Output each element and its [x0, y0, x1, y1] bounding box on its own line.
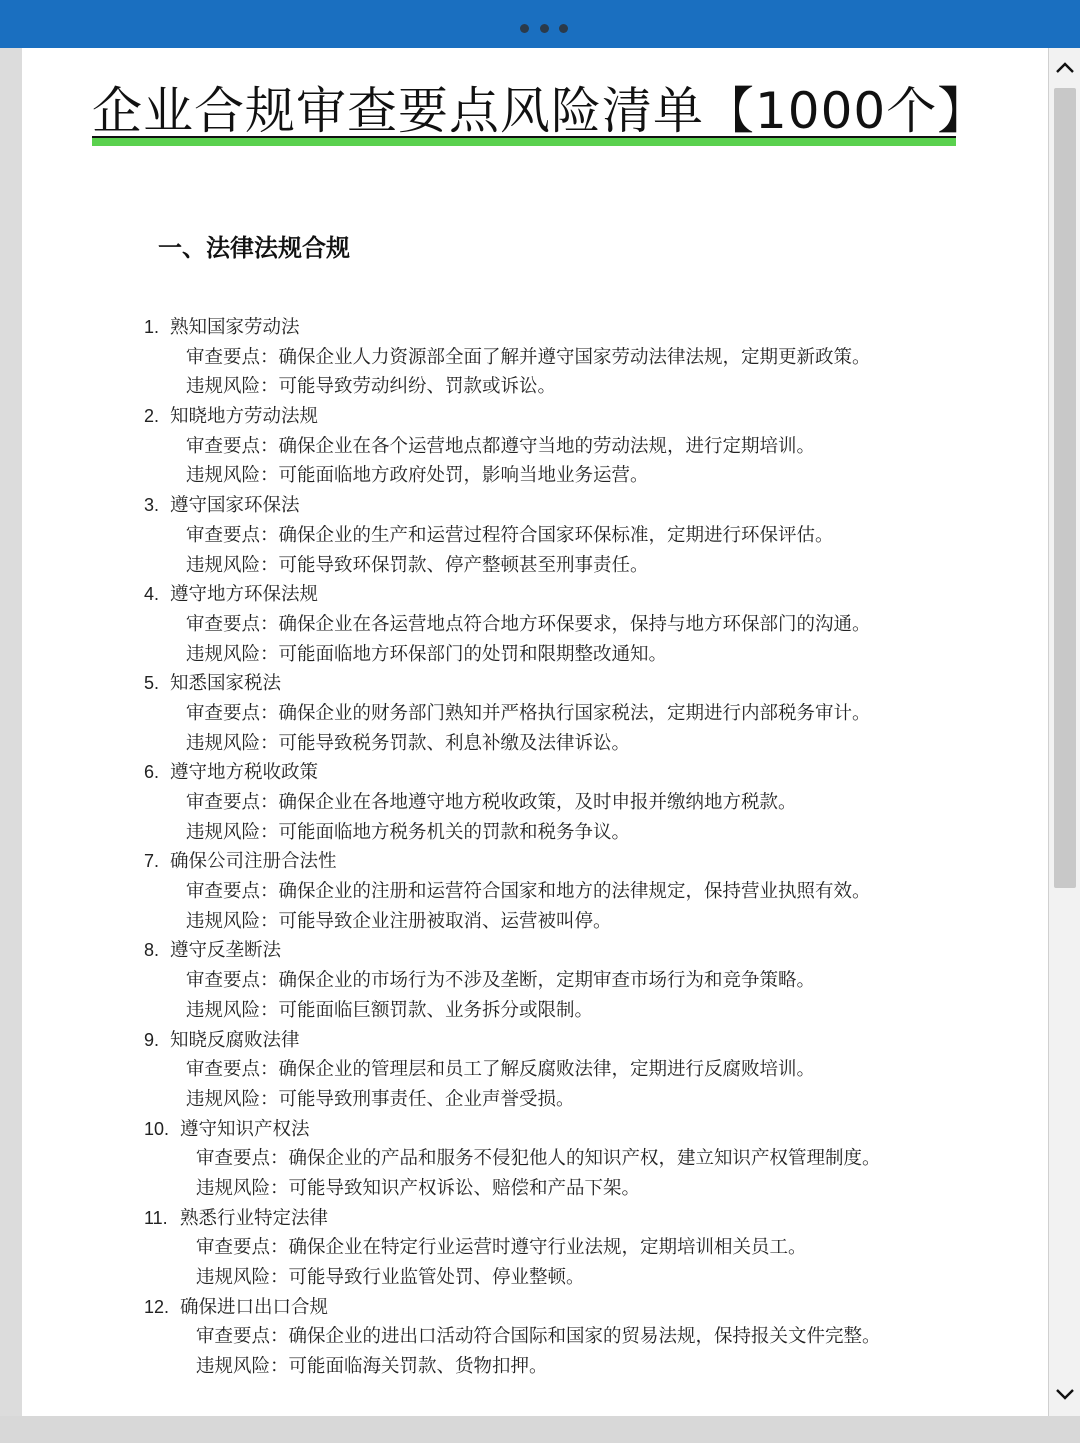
review-point: 审查要点：确保企业在各地遵守地方税收政策，及时申报并缴纳地方税款。: [186, 792, 797, 813]
review-point: 审查要点：确保企业在各运营地点符合地方环保要求，保持与地方环保部门的沟通。: [186, 613, 871, 635]
item-number: 9.: [144, 1029, 160, 1050]
item-title-text: 熟知国家劳动法: [170, 317, 300, 338]
review-point: 审查要点：确保企业的进出口活动符合国际和国家的贸易法规，保持报关文件完整。: [196, 1326, 881, 1348]
scroll-thumb[interactable]: [1054, 88, 1076, 888]
list-item: [144, 1026, 1024, 1115]
item-title-text: 确保进口出口合规: [180, 1296, 329, 1318]
list-item: [144, 669, 1024, 758]
item-title: [144, 1293, 1024, 1323]
item-number: 7.: [144, 851, 160, 872]
document-page: [22, 48, 1048, 1416]
review-point: 审查要点：确保企业的产品和服务不侵犯他人的知识产权，建立知识产权管理制度。: [196, 1148, 881, 1170]
item-number: 12.: [144, 1296, 170, 1317]
review-point: 审查要点：确保企业的注册和运营符合国家和地方的法律规定，保持营业执照有效。: [186, 881, 871, 903]
violation-risk: 违规风险：可能面临地方税务机关的罚款和税务争议。: [186, 821, 631, 843]
item-title-text: 确保公司注册合法性: [170, 851, 337, 873]
item-number: 10.: [144, 1118, 170, 1139]
review-point: 审查要点：确保企业的生产和运营过程符合国家环保标准，定期进行环保评估。: [186, 524, 834, 546]
item-title-text: 熟悉行业特定法律: [180, 1207, 329, 1229]
violation-risk: 违规风险：可能面临地方环保部门的处罚和限期整改通知。: [186, 643, 668, 665]
item-number: 8.: [144, 940, 160, 961]
item-title: [144, 758, 1024, 788]
item-title-text: 遵守反垄断法: [170, 940, 282, 962]
review-point: 审查要点：确保企业的财务部门熟知并严格执行国家税法，定期进行内部税务审计。: [186, 702, 871, 724]
section-heading: 一、法律法规合规: [158, 233, 350, 262]
violation-risk: 违规风险：可能导致行业监管处罚、停业整顿。: [196, 1267, 585, 1288]
item-title: [144, 580, 1024, 610]
more-options-icon[interactable]: [520, 24, 568, 34]
list-item: [144, 936, 1024, 1025]
item-number: 3.: [144, 495, 160, 516]
violation-risk: 违规风险：可能导致环保罚款、停产整顿甚至刑事责任。: [186, 554, 649, 576]
item-title-text: 遵守地方税收政策: [170, 762, 319, 784]
list-item: [144, 1115, 1024, 1204]
item-title: [144, 1115, 1024, 1145]
dot: [559, 24, 568, 33]
left-gutter: [0, 48, 22, 1443]
scroll-down-button[interactable]: [1049, 1376, 1080, 1412]
item-number: 11.: [144, 1207, 168, 1228]
list-item: [144, 847, 1024, 936]
violation-risk: 违规风险：可能面临地方政府处罚，影响当地业务运营。: [186, 465, 649, 487]
vertical-scrollbar[interactable]: [1048, 48, 1080, 1416]
item-title: [144, 1204, 1024, 1234]
violation-risk: 违规风险：可能导致刑事责任、企业声誉受损。: [186, 1088, 575, 1110]
item-title: [144, 491, 1024, 521]
item-title-text: 知晓反腐败法律: [170, 1029, 300, 1051]
item-number: 2.: [144, 406, 160, 427]
review-point: 审查要点：确保企业的市场行为不涉及垄断，定期审查市场行为和竞争策略。: [186, 970, 816, 992]
dot: [520, 24, 529, 33]
list-item: [144, 491, 1024, 580]
violation-risk: 违规风险：可能导致劳动纠纷、罚款或诉讼。: [186, 376, 557, 398]
list-item: [144, 402, 1024, 491]
item-list: [144, 313, 1024, 1382]
list-item: [144, 1293, 1024, 1382]
review-point: 审查要点：确保企业人力资源部全面了解并遵守国家劳动法律法规，定期更新政策。: [186, 346, 871, 368]
list-item: [144, 313, 1024, 402]
review-point: 审查要点：确保企业在各个运营地点都遵守当地的劳动法规，进行定期培训。: [186, 435, 816, 457]
item-title: [144, 936, 1024, 966]
document-title: 企业合规审查要点风险清单【1000个】: [92, 82, 989, 140]
item-number: 5.: [144, 673, 160, 694]
item-title-text: 遵守知识产权法: [180, 1118, 310, 1140]
item-title-text: 遵守国家环保法: [170, 495, 300, 517]
item-title: [144, 847, 1024, 877]
dot: [540, 24, 549, 33]
violation-risk: 违规风险：可能导致知识产权诉讼、赔偿和产品下架。: [196, 1177, 641, 1199]
item-title: [144, 669, 1024, 699]
review-point: 审查要点：确保企业的管理层和员工了解反腐败法律，定期进行反腐败培训。: [186, 1059, 816, 1081]
violation-risk: 违规风险：可能面临海关罚款、货物扣押。: [196, 1356, 548, 1378]
bottom-strip: [0, 1416, 1080, 1443]
list-item: [144, 1204, 1024, 1293]
review-point: 审查要点：确保企业在特定行业运营时遵守行业法规，定期培训相关员工。: [196, 1237, 807, 1259]
list-item: [144, 580, 1024, 669]
item-title-text: 知悉国家税法: [170, 673, 282, 695]
item-number: 6.: [144, 762, 160, 783]
list-item: [144, 758, 1024, 847]
item-number: 4.: [144, 584, 160, 605]
violation-risk: 违规风险：可能面临巨额罚款、业务拆分或限制。: [186, 999, 594, 1021]
chevron-up-icon: [1055, 62, 1075, 74]
item-title: [144, 402, 1024, 432]
top-toolbar: [0, 0, 1080, 48]
chevron-down-icon: [1055, 1388, 1075, 1400]
violation-risk: 违规风险：可能导致企业注册被取消、运营被叫停。: [186, 910, 612, 932]
item-title-text: 知晓地方劳动法规: [170, 406, 319, 428]
item-title: [144, 313, 1024, 343]
item-title: [144, 1026, 1024, 1056]
item-title-text: 遵守地方环保法规: [170, 584, 319, 606]
item-number: 1.: [144, 317, 160, 337]
scroll-up-button[interactable]: [1049, 50, 1080, 86]
violation-risk: 违规风险：可能导致税务罚款、利息补缴及法律诉讼。: [186, 732, 631, 754]
